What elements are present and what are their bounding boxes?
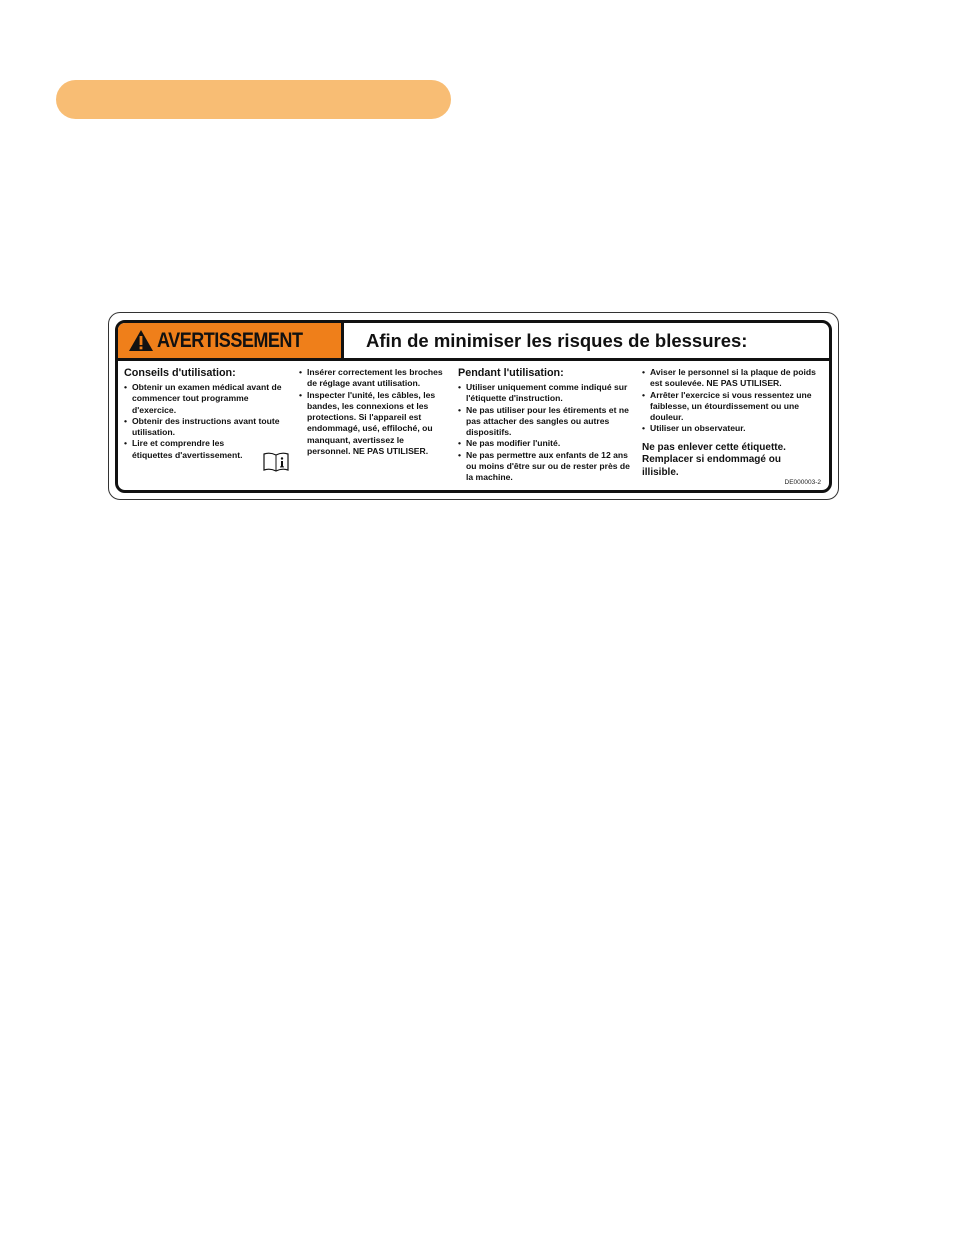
warning-triangle-icon bbox=[128, 329, 154, 352]
label-column-2 bbox=[299, 367, 447, 457]
label-column-3 bbox=[458, 367, 633, 484]
signal-word: AVERTISSEMENT bbox=[157, 328, 303, 352]
list-item: • Inspecter l'unité, les câbles, les bandes, les connexions et les protections. Si l'appareil est endommagé, usé, effiloché, ou manquant, avertissez le personnel. NE PAS UTILISER. bbox=[299, 390, 447, 458]
list-item: • Arrêter l'exercice si vous ressentez une faiblesse, un étourdissement ou une douleur. bbox=[642, 390, 828, 424]
list-item: • Utiliser uniquement comme indiqué sur l'étiquette d'instruction. bbox=[458, 382, 633, 405]
list-item: • Ne pas utiliser pour les étirements et ne pas attacher des sangles ou autres dispositifs. bbox=[458, 405, 633, 439]
label-column-1 bbox=[124, 367, 292, 461]
warning-label-body bbox=[118, 361, 829, 490]
list-item: • Ne pas permettre aux enfants de 12 ans ou moins d'être sur ou de rester près de la machine. bbox=[458, 450, 633, 484]
list-item: • Aviser le personnel si la plaque de poids est soulevée. NE PAS UTILISER. bbox=[642, 367, 828, 390]
list-item: • Obtenir un examen médical avant de commencer tout programme d'exercice. bbox=[124, 382, 292, 416]
section-header-bar bbox=[56, 80, 451, 119]
bullet-list bbox=[642, 367, 828, 435]
list-item: • Lire et comprendre les étiquettes d'avertissement. bbox=[124, 438, 260, 461]
warning-label-frame bbox=[115, 320, 832, 493]
label-column-4 bbox=[642, 367, 828, 479]
bullet-list bbox=[458, 382, 633, 484]
bullet-list bbox=[124, 382, 292, 461]
label-part-code: DE000003-2 bbox=[784, 479, 821, 486]
list-item: • Utiliser un observateur. bbox=[642, 423, 828, 434]
label-notice: Ne pas enlever cette étiquette. Remplacer si endommagé ou illisible. bbox=[642, 441, 786, 478]
book-info-icon bbox=[263, 451, 289, 472]
warning-label bbox=[108, 312, 839, 500]
list-item: • Insérer correctement les broches de réglage avant utilisation. bbox=[299, 367, 447, 390]
column-heading: Pendant l'utilisation: bbox=[458, 367, 564, 379]
list-item: • Obtenir des instructions avant toute utilisation. bbox=[124, 416, 292, 439]
bullet-list bbox=[299, 367, 447, 457]
label-title: Afin de minimiser les risques de blessures: bbox=[366, 329, 748, 351]
list-item: • Ne pas modifier l'unité. bbox=[458, 438, 633, 449]
column-heading: Conseils d'utilisation: bbox=[124, 367, 236, 379]
warning-label-header bbox=[118, 323, 829, 361]
signal-panel bbox=[118, 323, 344, 358]
